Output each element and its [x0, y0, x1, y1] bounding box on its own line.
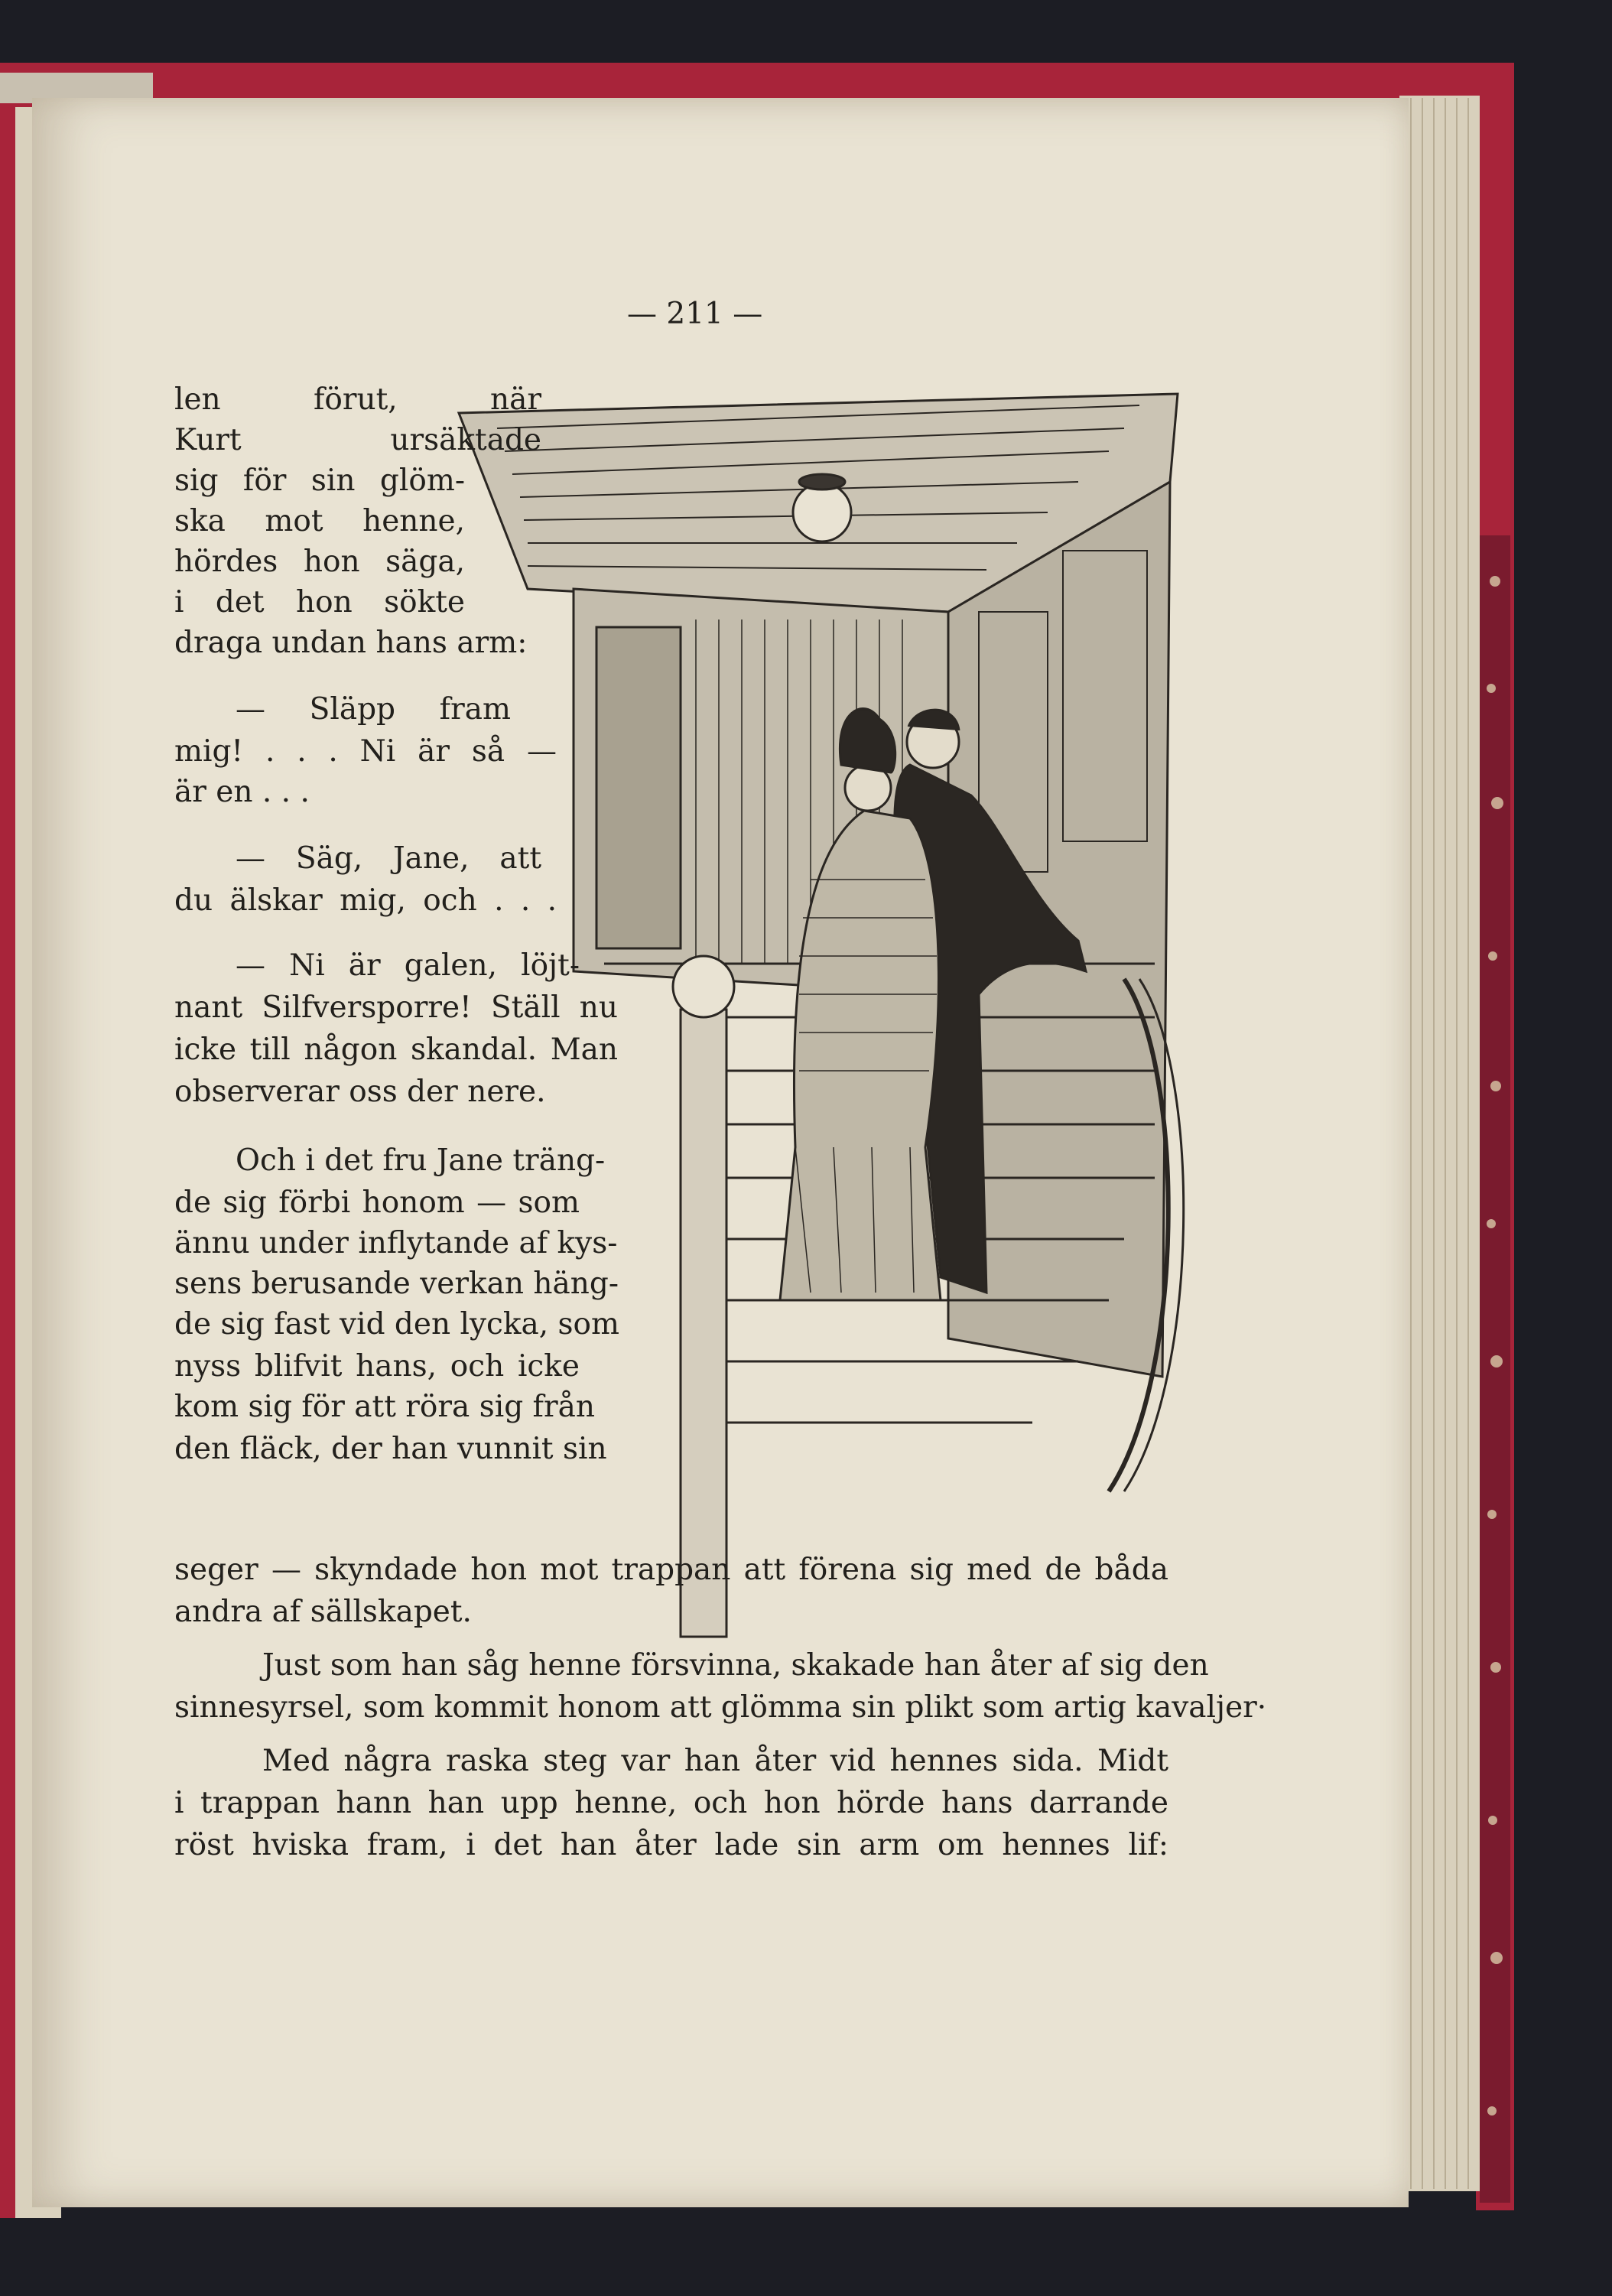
text-line: den fläck, der han vunnit sin: [174, 1432, 607, 1466]
text-line: sens berusande verkan häng-: [174, 1267, 619, 1301]
text-line: är en . . .: [174, 775, 310, 809]
text-line: — Säg, Jane, att: [236, 841, 541, 876]
text-line: sig för sin glöm-: [174, 463, 465, 498]
text-line: nant Silfversporre! Ställ nu: [174, 990, 618, 1025]
text-line: de sig förbi honom — som: [174, 1185, 580, 1220]
text-line: i det hon sökte: [174, 585, 465, 620]
text-line: andra af sällskapet.: [174, 1595, 472, 1629]
text-line: sinnesyrsel, som kommit honom att glömma sin plikt som artig kavaljer·: [174, 1690, 1267, 1725]
text-line: mig! . . . Ni är så —: [174, 734, 557, 769]
text-line: nyss blifvit hans, och icke: [174, 1349, 580, 1384]
text-line: röst hviska fram, i det han åter lade sin arm om hennes lif:: [174, 1828, 1168, 1862]
text-line: ska mot henne,: [174, 504, 465, 538]
text-line: i trappan hann han upp henne, och hon hörde hans darrande: [174, 1786, 1168, 1820]
text-line: len förut, när: [174, 382, 541, 417]
text-line: observerar oss der nere.: [174, 1075, 546, 1109]
text-line: icke till någon skandal. Man: [174, 1033, 618, 1067]
page-number: — 211 —: [627, 297, 763, 331]
text-line: Just som han såg henne försvinna, skakade han åter af sig den: [262, 1648, 1209, 1683]
text-line: de sig fast vid den lycka, som: [174, 1307, 619, 1342]
text-line: Med några raska steg var han åter vid hennes sida. Midt: [262, 1744, 1168, 1778]
text-line: — Ni är galen, löjt-: [236, 948, 580, 983]
text-line: kom sig för att röra sig från: [174, 1390, 595, 1424]
text-line: hördes hon säga,: [174, 545, 465, 579]
text-line: seger — skyndade hon mot trappan att förena sig med de båda: [174, 1553, 1168, 1587]
text-line: — Släpp fram: [236, 692, 511, 727]
text-line: ännu under inflytande af kys-: [174, 1226, 618, 1260]
text-line: du älskar mig, och . . .: [174, 883, 557, 918]
text-line: Kurt ursäktade: [174, 423, 541, 457]
text-line: Och i det fru Jane träng-: [236, 1143, 606, 1178]
text-line: draga undan hans arm:: [174, 626, 528, 660]
